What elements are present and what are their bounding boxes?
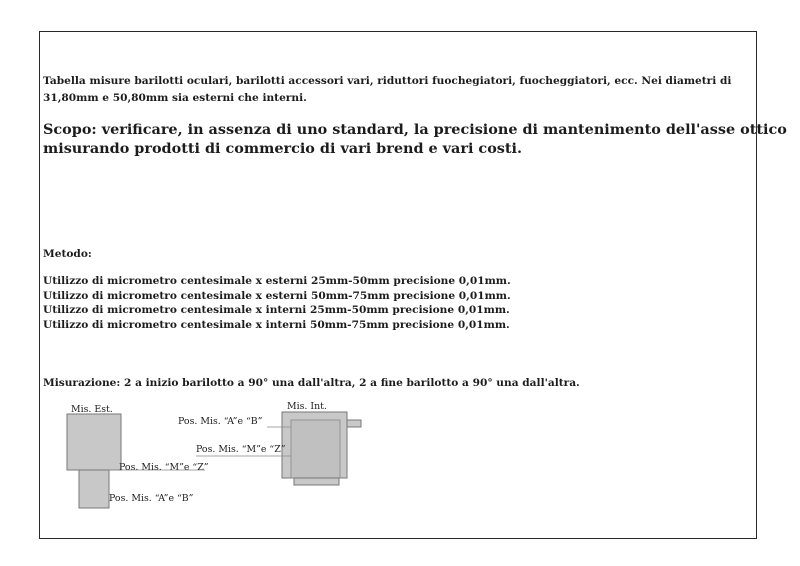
internal-barrel-base bbox=[294, 478, 339, 485]
scope-line-1: Scopo: verificare, in assenza di uno standard, la precisione di mantenimento dell'asse ottico bbox=[43, 121, 787, 138]
method-title: Metodo: bbox=[43, 248, 92, 260]
intro-line-1: Tabella misure barilotti oculari, barilotti accessori vari, riduttori fuochegiatori, fuocheggiatori, ecc. Nei diametri di bbox=[43, 75, 732, 87]
tool-line-4: Utilizzo di micrometro centesimale x interni 50mm-75mm precisione 0,01mm. bbox=[43, 318, 510, 331]
intro-line-2: 31,80mm e 50,80mm sia esterni che interni. bbox=[43, 92, 307, 104]
internal-title: Mis. Int. bbox=[287, 401, 327, 412]
tool-line-3: Utilizzo di micrometro centesimale x interni 25mm-50mm precisione 0,01mm. bbox=[43, 304, 510, 317]
external-barrel-neck bbox=[79, 470, 109, 508]
measurement-text: Misurazione: 2 a inizio barilotto a 90° una dall'altra, 2 a fine barilotto a 90° una dall'altra. bbox=[43, 377, 580, 389]
scope-line-2: misurando prodotti di commercio di vari brend e vari costi. bbox=[43, 140, 523, 157]
tool-line-1: Utilizzo di micrometro centesimale x esterni 25mm-50mm precisione 0,01mm. bbox=[43, 275, 511, 287]
external-label-mz: Pos. Mis. “M”e “Z” bbox=[119, 462, 209, 473]
internal-barrel-inner bbox=[291, 420, 340, 478]
internal-label-ab: Pos. Mis. “A”e “B” bbox=[178, 416, 263, 427]
external-label-ab: Pos. Mis. “A”e “B” bbox=[109, 493, 194, 504]
internal-label-mz: Pos. Mis. “M”e “Z” bbox=[196, 444, 286, 455]
internal-barrel-tab bbox=[347, 420, 361, 427]
tool-line-2: Utilizzo di micrometro centesimale x esterni 50mm-75mm precisione 0,01mm. bbox=[43, 289, 511, 302]
external-barrel-body bbox=[67, 414, 121, 470]
external-title: Mis. Est. bbox=[71, 404, 113, 415]
